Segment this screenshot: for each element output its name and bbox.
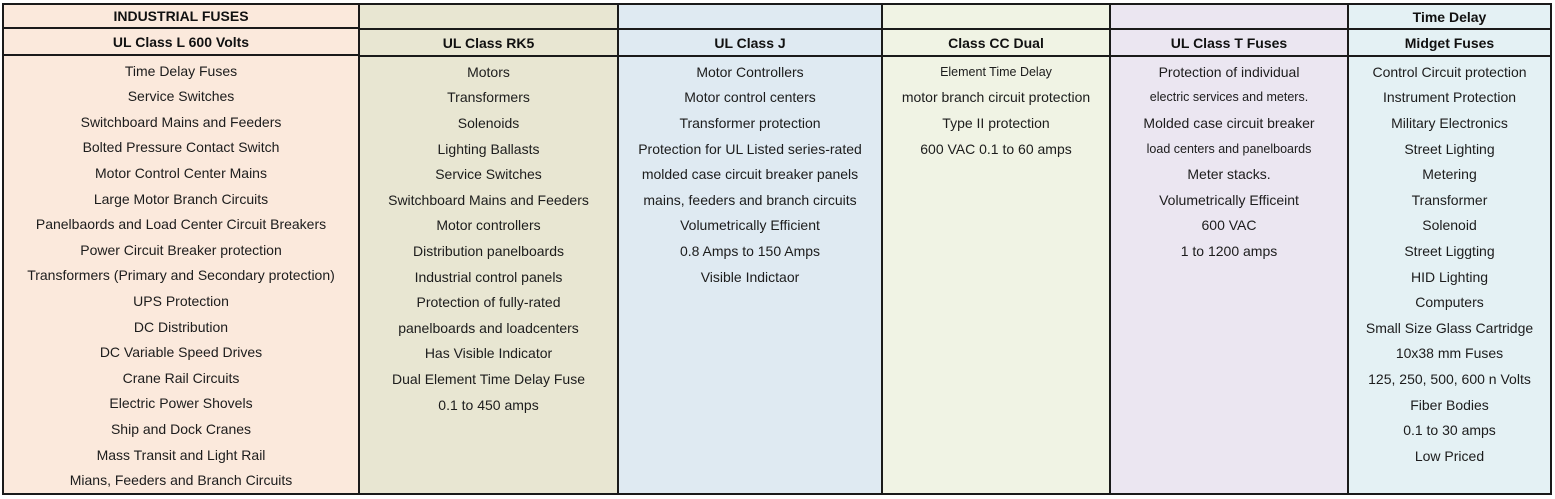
list-item: UPS Protection (133, 293, 229, 310)
list-item: Meter stacks. (1187, 166, 1271, 183)
header-class-cc-dual: Class CC Dual (883, 30, 1109, 57)
list-item: Distribution panelboards (413, 242, 564, 259)
header-ul-class-j: UL Class J (619, 30, 881, 57)
list-item: Military Electronics (1391, 114, 1508, 131)
list-item: Service Switches (435, 166, 542, 183)
column-midget-fuses (1349, 5, 1550, 493)
column-ul-class-rk5 (360, 5, 619, 493)
list-item: Mass Transit and Light Rail (96, 446, 266, 463)
list-item: mains, feeders and branch circuits (643, 191, 857, 208)
list-item: motor branch circuit protection (901, 89, 1091, 106)
column-ul-class-t (1111, 5, 1349, 493)
list-item: Ship and Dock Cranes (110, 421, 252, 438)
list-item: 600 VAC (1201, 217, 1257, 234)
list-item: 0.8 Amps to 150 Amps (679, 242, 821, 259)
list-item: Protection for UL Listed series-rated (638, 140, 862, 157)
header-midget-fuses: Midget Fuses (1349, 30, 1550, 57)
list-item: DC Distribution (133, 318, 229, 335)
header-top-empty (619, 5, 881, 30)
column-items (1111, 57, 1347, 493)
list-item: Control Circuit protection (1372, 63, 1527, 80)
list-item: Panelbaords and Load Center Circuit Breakers (35, 216, 327, 233)
list-item: Mians, Feeders and Branch Circuits (69, 472, 293, 489)
list-item: Element Time Delay (940, 64, 1052, 79)
list-item: electric services and meters. (1149, 90, 1309, 105)
list-item: Small Size Glass Cartridge (1365, 319, 1534, 336)
header-ul-class-l: UL Class L 600 Volts (4, 29, 358, 55)
list-item: Bolted Pressure Contact Switch (82, 139, 280, 156)
list-item: Fiber Bodies (1410, 396, 1489, 413)
column-items (619, 57, 881, 493)
list-item: Street Liggting (1404, 242, 1495, 259)
list-item: Metering (1422, 166, 1477, 183)
list-item: Instrument Protection (1382, 89, 1517, 106)
list-item: Electric Power Shovels (109, 395, 253, 412)
list-item: Lighting Ballasts (437, 140, 540, 157)
fuse-comparison-table (2, 3, 1552, 495)
header-time-delay: Time Delay (1349, 5, 1550, 30)
list-item: Type II protection (942, 114, 1050, 131)
list-item: Low Priced (1414, 447, 1485, 464)
column-items (360, 57, 617, 493)
list-item: Motor Controllers (696, 63, 804, 80)
list-item: 125, 250, 500, 600 n Volts (1368, 370, 1531, 387)
list-item: Motor control centers (684, 89, 816, 106)
list-item: Transformer (1411, 191, 1488, 208)
list-item: Motors (467, 63, 510, 80)
list-item: Solenoid (1422, 217, 1477, 234)
list-item: Volumetrically Efficient (680, 217, 820, 234)
list-item: Transformers (Primary and Secondary protection) (27, 267, 335, 284)
header-industrial-fuses: INDUSTRIAL FUSES (4, 5, 358, 29)
list-item: Protection of individual (1158, 63, 1300, 80)
list-item: Molded case circuit breaker (1143, 114, 1315, 131)
list-item: 10x38 mm Fuses (1395, 345, 1504, 362)
list-item: Switchboard Mains and Feeders (388, 191, 589, 208)
list-item: Switchboard Mains and Feeders (80, 113, 282, 130)
list-item: Service Switches (127, 88, 235, 105)
list-item: 600 VAC 0.1 to 60 amps (920, 140, 1072, 157)
list-item: 0.1 to 450 amps (438, 396, 539, 413)
list-item: Crane Rail Circuits (122, 369, 240, 386)
list-item: Industrial control panels (414, 268, 563, 285)
list-item: Dual Element Time Delay Fuse (392, 370, 585, 387)
list-item: HID Lighting (1410, 268, 1489, 285)
list-item: Time Delay Fuses (124, 62, 238, 79)
list-item: Visible Indictaor (700, 268, 800, 285)
header-top-empty (360, 5, 617, 30)
list-item: molded case circuit breaker panels (641, 166, 859, 183)
list-item: Large Motor Branch Circuits (93, 190, 269, 207)
list-item: panelboards and loadcenters (398, 319, 579, 336)
list-item: Transformers (447, 89, 530, 106)
column-items (4, 56, 358, 493)
list-item: 1 to 1200 amps (1180, 242, 1278, 259)
list-item: Volumetrically Efficeint (1159, 191, 1299, 208)
header-ul-class-t: UL Class T Fuses (1111, 30, 1347, 57)
list-item: Solenoids (457, 114, 520, 131)
list-item: Power Circuit Breaker protection (80, 241, 282, 258)
list-item: Protection of fully-rated (416, 294, 561, 311)
header-top-empty (1111, 5, 1347, 30)
list-item: load centers and panelboards (1146, 141, 1312, 156)
list-item: 0.1 to 30 amps (1403, 422, 1496, 439)
column-items (1349, 57, 1550, 493)
column-items (883, 57, 1109, 493)
list-item: Motor Control Center Mains (95, 165, 267, 182)
list-item: Has Visible Indicator (424, 345, 553, 362)
header-top-empty (883, 5, 1109, 30)
header-ul-class-rk5: UL Class RK5 (360, 30, 617, 57)
list-item: Motor controllers (436, 217, 541, 234)
column-ul-class-l (4, 5, 360, 493)
list-item: Transformer protection (679, 114, 821, 131)
list-item: Street Lighting (1404, 140, 1495, 157)
column-class-cc-dual (883, 5, 1111, 493)
list-item: Computers (1415, 294, 1484, 311)
list-item: DC Variable Speed Drives (99, 344, 263, 361)
column-ul-class-j (619, 5, 883, 493)
